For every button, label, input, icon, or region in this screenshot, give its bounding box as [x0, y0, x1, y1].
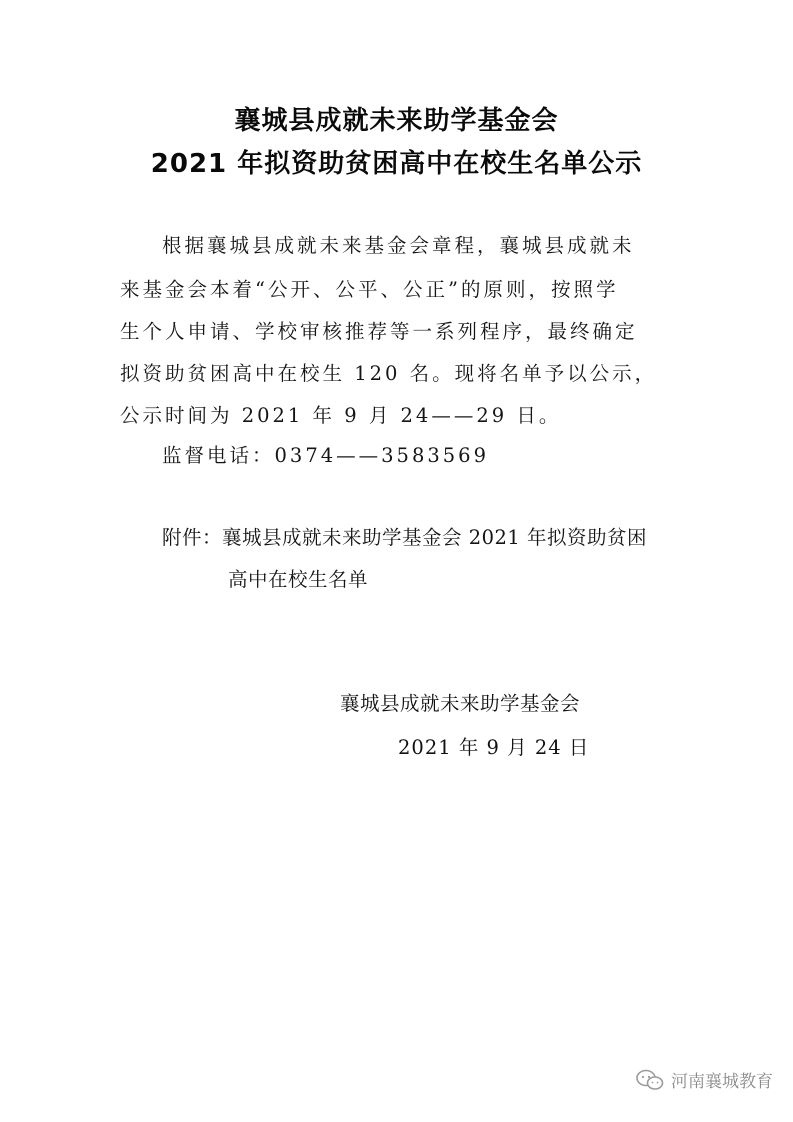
attachment-line1: 附件：襄城县成就未来助学基金会 2021 年拟资助贫困	[162, 526, 648, 549]
watermark	[635, 1067, 773, 1092]
paragraph-line: 来基金会本着“公开、公平、公正”的原则，按照学	[120, 278, 619, 301]
supervision-phone: 监督电话：0374——3583569	[162, 444, 489, 467]
signature-date: 2021 年 9 月 24 日	[398, 736, 590, 759]
signature-organization: 襄城县成就未来助学基金会	[340, 692, 581, 715]
paragraph-line: 生个人申请、学校审核推荐等一系列程序，最终确定	[120, 320, 638, 343]
document-title-line2: 2021 年拟资助贫困高中在校生名单公示	[150, 149, 643, 179]
paragraph-line: 拟资助贫困高中在校生 120 名。现将名单予以公示，	[120, 362, 658, 385]
watermark-text: 河南襄城教育	[671, 1072, 773, 1092]
paragraph-line: 公示时间为 2021 年 9 月 24——29 日。	[120, 404, 562, 427]
wechat-icon	[635, 1069, 665, 1091]
document-title-line1: 襄城县成就未来助学基金会	[234, 106, 559, 136]
paragraph-line: 根据襄城县成就未来基金会章程，襄城县成就未	[162, 234, 635, 257]
attachment-line2: 高中在校生名单	[228, 568, 369, 591]
